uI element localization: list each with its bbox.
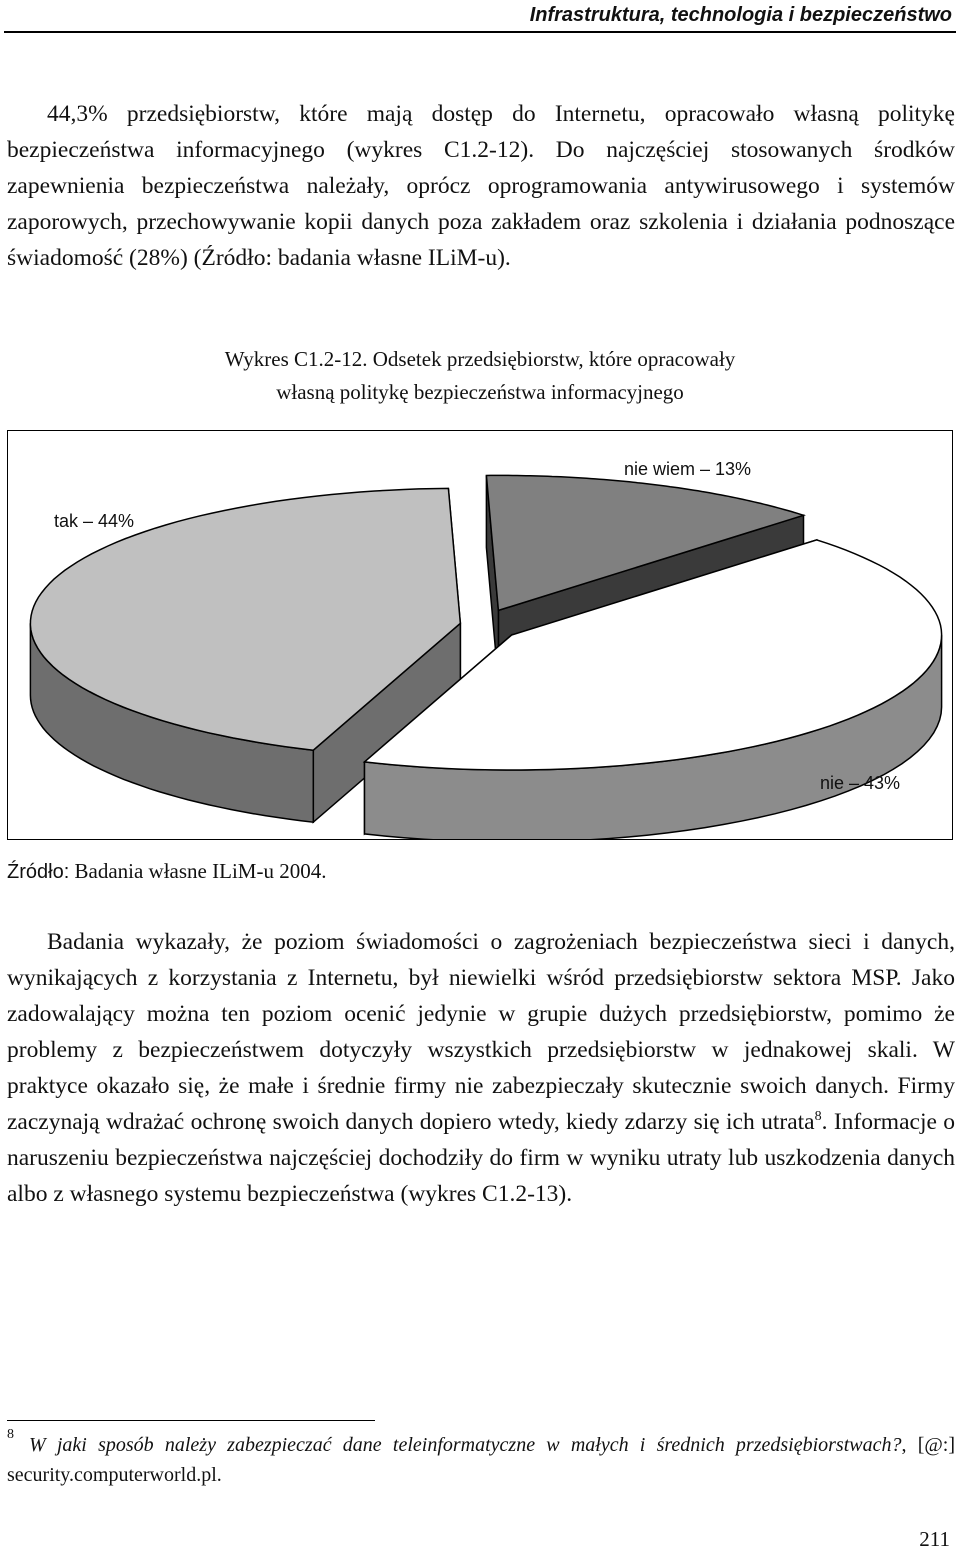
slice-label-nie: nie – 43%: [820, 773, 901, 793]
page-number: 211: [919, 1527, 950, 1551]
footnote-source: , [@:] security.computerworld.pl.: [7, 1434, 955, 1486]
paragraph-intro: 44,3% przedsiębiorstw, które mają dostęp do Internetu, opracowało własną politykę bezpieczeństwa informacyjnego (wykres C1.2-12). Do najczęściej stosowanych środków zapewnienia bezpieczeństwa należały, oprócz oprogramowania antywirusowego i systemów zaporowych, przechowywanie kopii danych poza zakładem oraz szkolenia i działania podnoszące świadomość (28%) (Źródło: badania własne ILiM-u).: [7, 101, 955, 271]
paragraph-awareness-text-after: . Informacje o naruszeniu bezpieczeństwa najczęściej dochodziły do firm w wyniku utraty lub uszkodzenia danych albo z własnego systemu bezpieczeństwa (wykres C1.2-13).: [7, 1109, 956, 1207]
paragraph-awareness-text: Badania wykazały, że poziom świadomości o zagrożeniach bezpieczeństwa sieci i danych, wynikających z korzystania z Internetu, był niewielki wśród przedsiębiorstw sektora MSP. Jako zadowalający można ten poziom ocenić jedynie w grupie dużych przedsiębiorstw, pomimo że problemy z bezpieczeństwem dotyczyły wszystkich przedsiębiorstw w jednakowej skali. W praktyce okazało się, że małe i średnie firmy nie zabezpieczały skutecznie swoich danych. Firmy zaczynają wdrażać ochronę swoich danych dopiero wtedy, kiedy zdarzy się ich utrata: [7, 929, 955, 1135]
footnote: [7, 1427, 955, 1490]
footnote-rule: [7, 1420, 375, 1421]
footnote-title: W jaki sposób należy zabezpieczać dane teleinformatyczne w małych i średnich przedsiębiorstwach?: [29, 1434, 902, 1456]
pie-chart-canvas: [8, 431, 952, 839]
source-label: Źródło:: [7, 861, 70, 883]
footnote-number: 8: [7, 1427, 14, 1442]
source-text: Badania własne ILiM-u 2004.: [74, 859, 327, 883]
slice-label-nie-wiem: nie wiem – 13%: [624, 459, 752, 479]
chart-caption-line-2: własną politykę bezpieczeństwa informacyjnego: [276, 380, 684, 404]
page-header-title: Infrastruktura, technologia i bezpieczeństwo: [529, 4, 952, 26]
slice-label-tak: tak – 44%: [54, 511, 135, 531]
header-rule: [4, 31, 956, 33]
paragraph-awareness: [7, 924, 955, 1212]
chart-caption-line-1: Wykres C1.2-12. Odsetek przedsiębiorstw, które opracowały: [224, 347, 736, 371]
chart-source: [7, 856, 326, 887]
pie-chart: [7, 430, 953, 840]
footnote-reference[interactable]: 8: [814, 1109, 822, 1125]
